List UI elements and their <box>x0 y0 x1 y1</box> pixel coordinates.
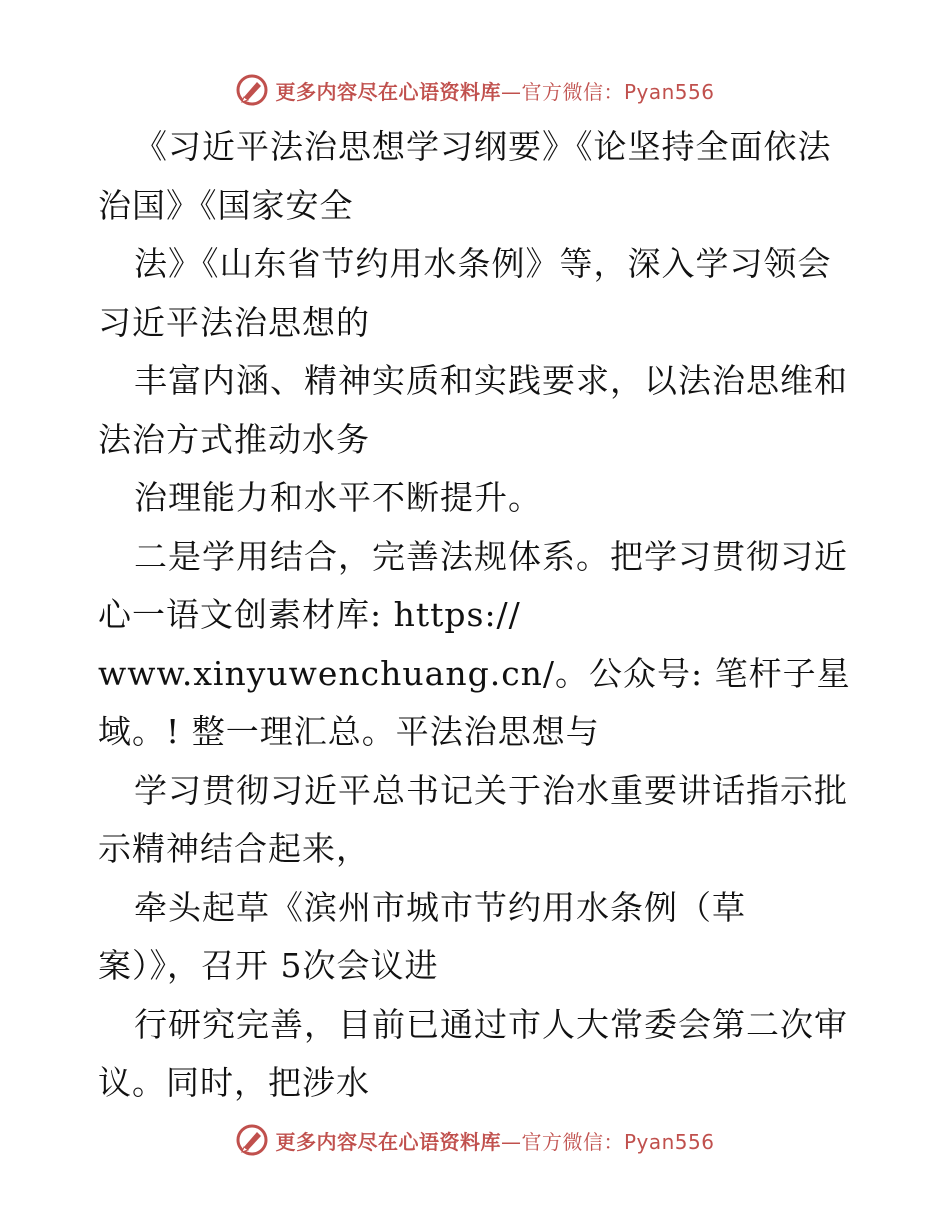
body-line: 法》《山东省节约用水条例》等，深入学习领会 <box>134 244 832 283</box>
body-line: 治国》《国家安全 <box>98 185 354 225</box>
body-line: www.xinyuwenchuang.cn/。公众号: 笔杆子星 <box>98 653 851 693</box>
body-line: 法治方式推动水务 <box>98 419 370 459</box>
pen-logo-icon <box>235 1123 269 1157</box>
body-line: 心一语文创素材库: https:// <box>98 595 521 634</box>
body-line: 行研究完善，目前已通过市人大常委会第二次审 <box>134 1004 848 1044</box>
body-line: 二是学用结合，完善法规体系。把学习贯彻习近 <box>134 536 848 576</box>
footer-banner-main: 更多内容尽在心语资料库 <box>275 1129 501 1154</box>
body-line: 丰富内涵、精神实质和实践要求，以法治思维和 <box>134 361 848 400</box>
pen-logo-icon <box>235 73 269 107</box>
footer-banner-rest: —官方微信：Pyan556 <box>500 1129 715 1154</box>
header-banner-rest: —官方微信：Pyan556 <box>500 79 715 104</box>
body-line: 示精神结合起来， <box>98 829 370 868</box>
header-banner <box>0 70 950 110</box>
body-line: 治理能力和水平不断提升。 <box>134 478 542 517</box>
body-line: 习近平法治思想的 <box>98 302 370 342</box>
body-line: 案）》，召开 5次会议进 <box>98 946 439 985</box>
body-line: 议。同时，把涉水 <box>98 1063 370 1102</box>
body-line: 域。! 整一理汇总。平法治思想与 <box>98 712 600 751</box>
body-line: 《习近平法治思想学习纲要》《论坚持全面依法 <box>134 127 832 166</box>
body-line: 学习贯彻习近平总书记关于治水重要讲话指示批 <box>134 770 848 810</box>
body-line: 牵头起草《滨州市城市节约用水条例（草 <box>134 887 746 927</box>
document-body <box>98 118 858 1113</box>
header-banner-main: 更多内容尽在心语资料库 <box>275 79 501 104</box>
footer-banner <box>0 1120 950 1160</box>
